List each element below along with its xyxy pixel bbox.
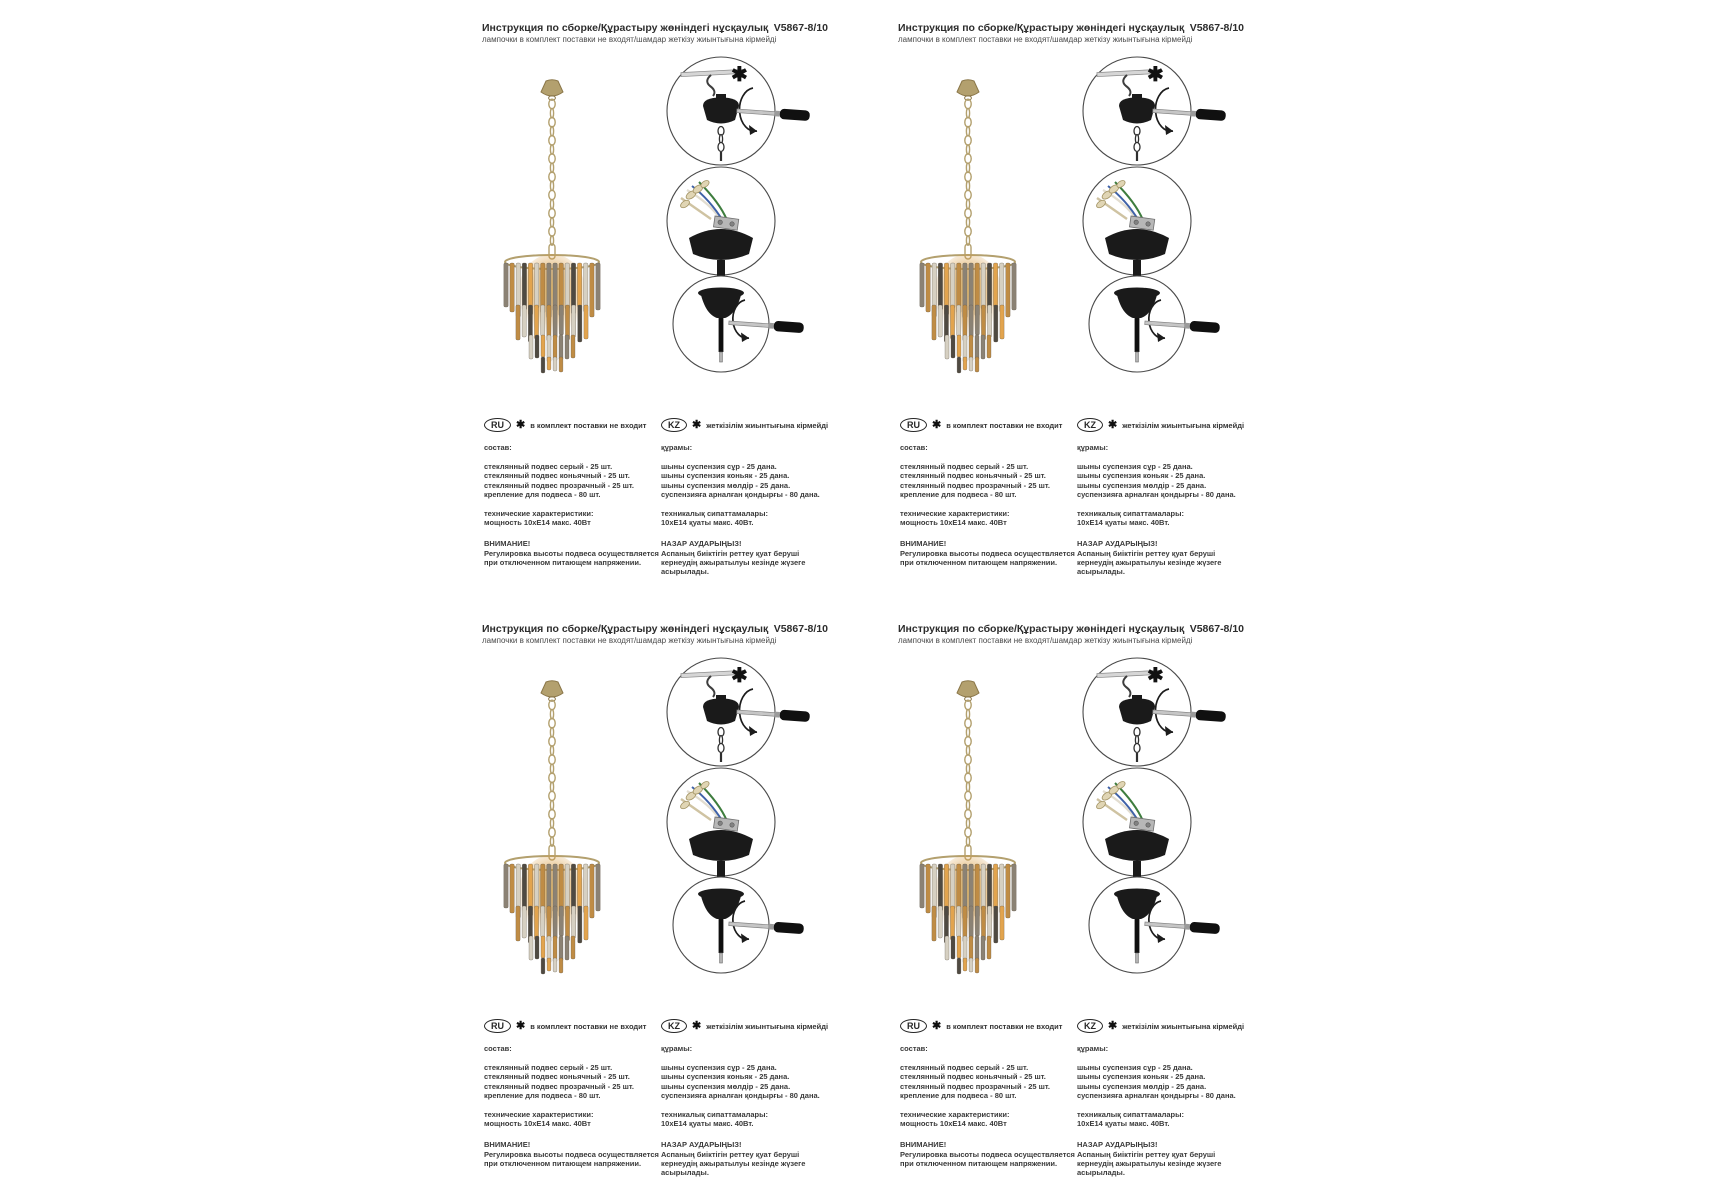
ru-included-note: в комплект поставки не входит <box>946 1021 1063 1031</box>
ru-language-badge: RU <box>484 1019 511 1033</box>
asterisk-icon: ✱ <box>692 419 702 431</box>
lamps-disclaimer: лампочки в комплект поставки не входят/шамдар жеткізу жиынтығына кірмейді <box>482 35 777 44</box>
kz-component-list <box>661 1063 843 1100</box>
instruction-sheet <box>445 619 845 1199</box>
component-item: суспензияға арналған қондырғы - 80 дана. <box>661 1090 820 1100</box>
component-item: суспензияға арналған қондырғы - 80 дана. <box>1077 1090 1236 1100</box>
asterisk-icon: ✱ <box>692 1020 702 1032</box>
instruction-sheet <box>445 18 845 598</box>
kz-specs-label: техникалық сипаттамалары: <box>661 1110 769 1120</box>
step-rod-adjust <box>665 875 815 975</box>
kz-specs-label: техникалық сипаттамалары: <box>661 509 769 519</box>
ru-specs <box>900 509 1077 528</box>
assembly-steps <box>665 655 815 975</box>
component-item: суспензияға арналған қондырғы - 80 дана. <box>1077 489 1236 499</box>
kz-composition-label: құрамы: <box>1077 1044 1109 1053</box>
kz-language-badge: KZ <box>1077 1019 1103 1033</box>
sheet-slot-top-left <box>445 18 845 598</box>
component-item: стеклянный подвес серый - 25 шт. <box>900 1063 1029 1072</box>
ru-warning-title: ВНИМАНИЕ! <box>900 538 947 548</box>
component-item: стеклянный подвес серый - 25 шт. <box>900 462 1029 471</box>
canopy-icon <box>689 830 753 861</box>
product-code: V5867-8/10 <box>1189 22 1244 34</box>
component-item: шыны суспензия коньяк - 25 дана. <box>1077 1072 1206 1082</box>
chandelier-canopy <box>957 681 979 701</box>
kz-warning-text: Аспаның биіктігін реттеу қуат беруші кернеудің ажыратылуы кезінде жүзеге асырылады. <box>661 548 806 577</box>
ru-included-note: в комплект поставки не входит <box>530 420 647 430</box>
ru-specs-label: технические характеристики: <box>484 509 594 519</box>
canopy-icon <box>689 229 753 260</box>
canopy-icon <box>1105 830 1169 861</box>
chandelier-illustration <box>910 679 1030 977</box>
notes-section <box>900 418 1259 577</box>
step-rod-adjust <box>1081 875 1231 975</box>
asterisk-icon: ✱ <box>1147 64 1164 86</box>
chandelier-canopy <box>541 80 563 100</box>
ru-component-list <box>900 1063 1077 1100</box>
ru-specs <box>484 1110 661 1129</box>
ru-warning-text: Регулировка высоты подвеса осуществляется при отключенном питающем напряжении. <box>900 1149 1075 1169</box>
component-item: стеклянный подвес прозрачный - 25 шт. <box>900 1081 1050 1091</box>
rod-icon <box>719 318 724 352</box>
kz-composition-label: құрамы: <box>1077 443 1109 452</box>
ru-included-note: в комплект поставки не входит <box>530 1021 647 1031</box>
kz-included-note: жеткізілім жиынтығына кірмейді <box>1122 420 1245 430</box>
asterisk-icon: ✱ <box>932 419 942 431</box>
ru-specs <box>484 509 661 528</box>
canopy-icon <box>703 699 739 725</box>
sheet-title: Инструкция по сборке/Құрастыру жөніндегі нұсқаулық <box>898 22 1185 34</box>
chandelier-canopy <box>541 681 563 701</box>
ru-warning-title: ВНИМАНИЕ! <box>900 1139 947 1149</box>
kz-language-badge: KZ <box>661 418 687 432</box>
chandelier-chain <box>965 700 971 846</box>
component-item: шыны суспензия сұр - 25 дана. <box>661 462 777 471</box>
component-item: шыны суспензия коньяк - 25 дана. <box>661 471 790 481</box>
rod-tip <box>720 352 723 362</box>
kz-column <box>1077 1019 1259 1178</box>
rod-icon <box>1135 919 1140 953</box>
notes-section <box>484 1019 843 1178</box>
component-item: шыны суспензия коньяк - 25 дана. <box>661 1072 790 1082</box>
sheet-header-row <box>482 22 828 34</box>
asterisk-icon: ✱ <box>932 1020 942 1032</box>
product-code: V5867-8/10 <box>773 22 828 34</box>
lamps-disclaimer: лампочки в комплект поставки не входят/шамдар жеткізу жиынтығына кірмейді <box>898 636 1193 645</box>
component-item: шыны суспензия сұр - 25 дана. <box>1077 462 1193 471</box>
ru-specs-value: мощность 10хЕ14 макс. 40Вт <box>484 518 591 528</box>
component-item: стеклянный подвес прозрачный - 25 шт. <box>484 480 634 490</box>
instruction-sheet <box>861 18 1261 598</box>
kz-included-note: жеткізілім жиынтығына кірмейді <box>706 420 829 430</box>
step-mount-canopy <box>665 54 815 168</box>
component-item: стеклянный подвес прозрачный - 25 шт. <box>900 480 1050 490</box>
kz-column <box>661 418 843 577</box>
component-item: суспензияға арналған қондырғы - 80 дана. <box>661 489 820 499</box>
kz-specs-label: техникалық сипаттамалары: <box>1077 1110 1185 1120</box>
ru-component-list <box>484 462 661 499</box>
assembly-steps <box>665 54 815 374</box>
rod-tip <box>1136 352 1139 362</box>
notes-section <box>484 418 843 577</box>
lamps-disclaimer: лампочки в комплект поставки не входят/шамдар жеткізу жиынтығына кірмейді <box>898 35 1193 44</box>
ru-specs-label: технические характеристики: <box>900 1110 1010 1120</box>
ru-warning-title: ВНИМАНИЕ! <box>484 1139 531 1149</box>
kz-badge-row <box>1077 1019 1259 1033</box>
kz-warning-text: Аспаның биіктігін реттеу қуат беруші кернеудің ажыратылуы кезінде жүзеге асырылады. <box>661 1149 806 1178</box>
sheet-title: Инструкция по сборке/Құрастыру жөніндегі нұсқаулық <box>898 623 1185 635</box>
component-item: стеклянный подвес коньячный - 25 шт. <box>484 471 630 481</box>
asterisk-icon: ✱ <box>1108 1020 1118 1032</box>
step-mount-canopy <box>665 655 815 769</box>
product-code: V5867-8/10 <box>1189 623 1244 635</box>
sheet-header <box>898 22 1244 44</box>
step-rod-adjust <box>1081 274 1231 374</box>
asterisk-icon: ✱ <box>1108 419 1118 431</box>
chandelier-chain <box>549 99 555 245</box>
asterisk-icon: ✱ <box>731 665 748 687</box>
kz-composition-label: құрамы: <box>661 1044 693 1053</box>
kz-specs-value: 10хЕ14 қуаты макс. 40Вт. <box>1077 1119 1170 1129</box>
kz-warning-text: Аспаның биіктігін реттеу қуат беруші кернеудің ажыратылуы кезінде жүзеге асырылады. <box>1077 548 1222 577</box>
ru-warning-text: Регулировка высоты подвеса осуществляется при отключенном питающем напряжении. <box>484 1149 659 1169</box>
ru-column <box>484 1019 661 1178</box>
canopy-icon <box>703 98 739 124</box>
kz-language-badge: KZ <box>1077 418 1103 432</box>
step-wiring <box>665 765 815 879</box>
ru-composition-label: состав: <box>484 443 512 452</box>
ru-warning-text: Регулировка высоты подвеса осуществляется при отключенном питающем напряжении. <box>484 548 659 568</box>
ru-composition-label: состав: <box>900 1044 928 1053</box>
step-mount-canopy <box>1081 655 1231 769</box>
component-item: стеклянный подвес серый - 25 шт. <box>484 1063 613 1072</box>
kz-specs <box>1077 1110 1259 1129</box>
component-item: крепление для подвеса - 80 шт. <box>900 1090 1017 1100</box>
kz-badge-row <box>661 418 843 432</box>
ru-language-badge: RU <box>900 418 927 432</box>
chandelier-illustration <box>910 78 1030 376</box>
ru-composition-label: состав: <box>484 1044 512 1053</box>
ru-component-list <box>484 1063 661 1100</box>
kz-component-list <box>1077 462 1259 499</box>
assembly-steps <box>1081 655 1231 975</box>
sheet-header-row <box>482 623 828 635</box>
step-wiring <box>1081 765 1231 879</box>
chandelier-chain <box>549 700 555 846</box>
step-rod-adjust <box>665 274 815 374</box>
rod-icon <box>719 919 724 953</box>
asterisk-icon: ✱ <box>516 419 526 431</box>
step-mount-canopy <box>1081 54 1231 168</box>
sheet-title: Инструкция по сборке/Құрастыру жөніндегі нұсқаулық <box>482 623 769 635</box>
sheet-slot-bottom-right <box>861 619 1261 1199</box>
component-item: шыны суспензия сұр - 25 дана. <box>1077 1063 1193 1072</box>
component-item: шыны суспензия сұр - 25 дана. <box>661 1063 777 1072</box>
canopy-icon <box>1119 699 1155 725</box>
chandelier-chain <box>965 99 971 245</box>
kz-warning-title: НАЗАР АУДАРЫҢЫЗ! <box>661 538 742 548</box>
ru-badge-row <box>900 418 1077 432</box>
ru-column <box>484 418 661 577</box>
rod-icon <box>1135 318 1140 352</box>
component-item: стеклянный подвес коньячный - 25 шт. <box>900 471 1046 481</box>
kz-included-note: жеткізілім жиынтығына кірмейді <box>1122 1021 1245 1031</box>
ru-badge-row <box>900 1019 1077 1033</box>
kz-warning-title: НАЗАР АУДАРЫҢЫЗ! <box>661 1139 742 1149</box>
ru-component-list <box>900 462 1077 499</box>
kz-badge-row <box>661 1019 843 1033</box>
sheet-title: Инструкция по сборке/Құрастыру жөніндегі нұсқаулық <box>482 22 769 34</box>
kz-badge-row <box>1077 418 1259 432</box>
sheet-slot-bottom-left <box>445 619 845 1199</box>
component-item: стеклянный подвес коньячный - 25 шт. <box>484 1072 630 1082</box>
ru-badge-row <box>484 1019 661 1033</box>
kz-specs-value: 10хЕ14 қуаты макс. 40Вт. <box>661 1119 754 1129</box>
asterisk-icon: ✱ <box>1147 665 1164 687</box>
product-code: V5867-8/10 <box>773 623 828 635</box>
sheet-header-row <box>898 22 1244 34</box>
kz-specs-value: 10хЕ14 қуаты макс. 40Вт. <box>661 518 754 528</box>
ru-badge-row <box>484 418 661 432</box>
kz-warning-text: Аспаның биіктігін реттеу қуат беруші кернеудің ажыратылуы кезінде жүзеге асырылады. <box>1077 1149 1222 1178</box>
ru-column <box>900 418 1077 577</box>
component-item: стеклянный подвес прозрачный - 25 шт. <box>484 1081 634 1091</box>
rod-tip <box>720 953 723 963</box>
ru-included-note: в комплект поставки не входит <box>946 420 1063 430</box>
component-item: шыны суспензия мөлдір - 25 дана. <box>1077 480 1207 490</box>
kz-warning-title: НАЗАР АУДАРЫҢЫЗ! <box>1077 538 1158 548</box>
ru-specs-value: мощность 10хЕ14 макс. 40Вт <box>900 1119 1007 1129</box>
step-wiring <box>1081 164 1231 278</box>
kz-specs <box>1077 509 1259 528</box>
ru-specs <box>900 1110 1077 1129</box>
kz-specs-value: 10хЕ14 қуаты макс. 40Вт. <box>1077 518 1170 528</box>
instruction-sheet <box>861 619 1261 1199</box>
ru-warning-text: Регулировка высоты подвеса осуществляется при отключенном питающем напряжении. <box>900 548 1075 568</box>
kz-language-badge: KZ <box>661 1019 687 1033</box>
ru-specs-value: мощность 10хЕ14 макс. 40Вт <box>484 1119 591 1129</box>
component-item: крепление для подвеса - 80 шт. <box>900 489 1017 499</box>
sheet-header <box>482 623 828 645</box>
sheet-header-row <box>898 623 1244 635</box>
assembly-steps <box>1081 54 1231 374</box>
component-item: крепление для подвеса - 80 шт. <box>484 489 601 499</box>
ru-composition-label: состав: <box>900 443 928 452</box>
ru-specs-label: технические характеристики: <box>900 509 1010 519</box>
canopy-icon <box>1119 98 1155 124</box>
kz-specs <box>661 1110 843 1129</box>
chandelier-canopy <box>957 80 979 100</box>
kz-component-list <box>661 462 843 499</box>
kz-component-list <box>1077 1063 1259 1100</box>
ru-specs-value: мощность 10хЕ14 макс. 40Вт <box>900 518 1007 528</box>
ru-column <box>900 1019 1077 1178</box>
component-item: шыны суспензия мөлдір - 25 дана. <box>1077 1081 1207 1091</box>
kz-warning-title: НАЗАР АУДАРЫҢЫЗ! <box>1077 1139 1158 1149</box>
kz-composition-label: құрамы: <box>661 443 693 452</box>
component-item: стеклянный подвес коньячный - 25 шт. <box>900 1072 1046 1082</box>
sheet-slot-top-right <box>861 18 1261 598</box>
ru-warning-title: ВНИМАНИЕ! <box>484 538 531 548</box>
step-wiring <box>665 164 815 278</box>
notes-section <box>900 1019 1259 1178</box>
component-item: крепление для подвеса - 80 шт. <box>484 1090 601 1100</box>
rod-tip <box>1136 953 1139 963</box>
sheet-header <box>482 22 828 44</box>
ru-specs-label: технические характеристики: <box>484 1110 594 1120</box>
component-item: стеклянный подвес серый - 25 шт. <box>484 462 613 471</box>
ru-language-badge: RU <box>900 1019 927 1033</box>
component-item: шыны суспензия коньяк - 25 дана. <box>1077 471 1206 481</box>
component-item: шыны суспензия мөлдір - 25 дана. <box>661 480 791 490</box>
kz-specs <box>661 509 843 528</box>
lamps-disclaimer: лампочки в комплект поставки не входят/шамдар жеткізу жиынтығына кірмейді <box>482 636 777 645</box>
kz-included-note: жеткізілім жиынтығына кірмейді <box>706 1021 829 1031</box>
kz-specs-label: техникалық сипаттамалары: <box>1077 509 1185 519</box>
asterisk-icon: ✱ <box>516 1020 526 1032</box>
kz-column <box>661 1019 843 1178</box>
canopy-icon <box>1105 229 1169 260</box>
ru-language-badge: RU <box>484 418 511 432</box>
component-item: шыны суспензия мөлдір - 25 дана. <box>661 1081 791 1091</box>
chandelier-illustration <box>494 78 614 376</box>
sheet-header <box>898 623 1244 645</box>
asterisk-icon: ✱ <box>731 64 748 86</box>
chandelier-illustration <box>494 679 614 977</box>
kz-column <box>1077 418 1259 577</box>
